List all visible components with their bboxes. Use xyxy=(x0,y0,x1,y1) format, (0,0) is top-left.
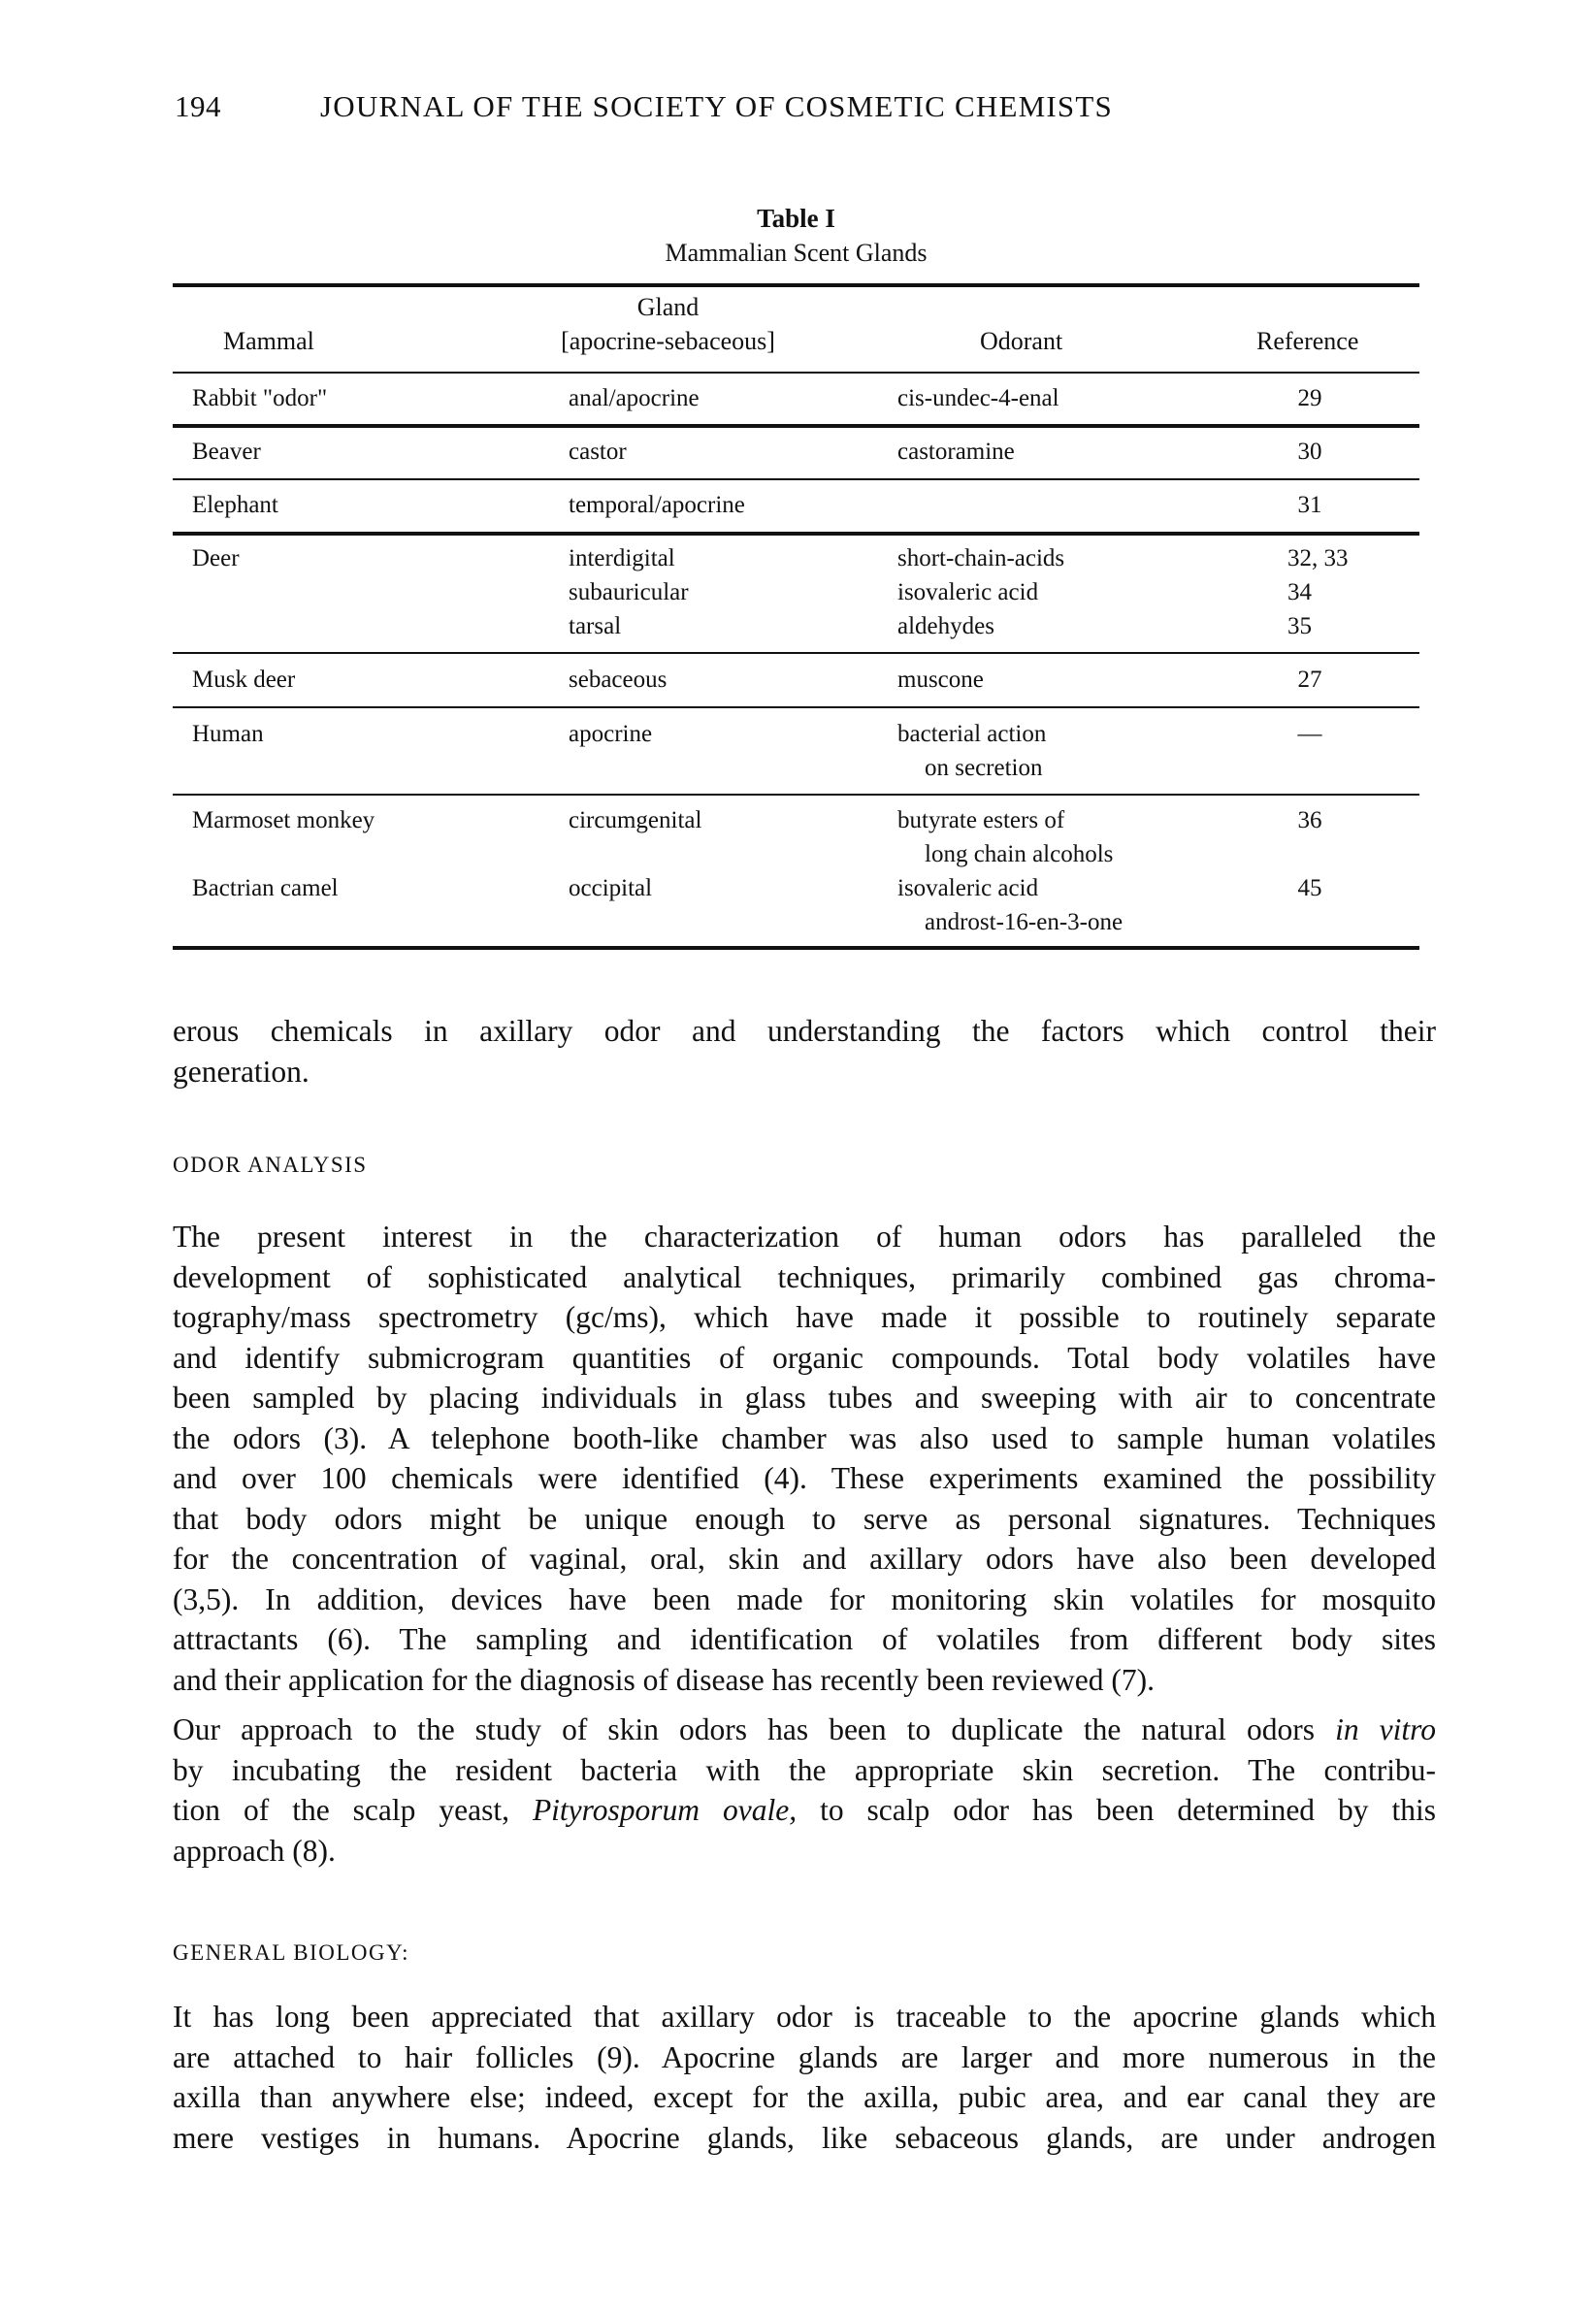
cell-odorant: aldehydes xyxy=(897,613,994,639)
italic-term: in vitro xyxy=(1335,1712,1436,1746)
row-divider xyxy=(173,478,1419,480)
cell-odorant: cis-undec-4-enal xyxy=(897,385,1059,411)
italic-term: Pityrosporum ovale, xyxy=(532,1793,798,1827)
column-header-mammal: Mammal xyxy=(223,327,314,355)
cell-gland: interdigital xyxy=(569,545,675,571)
cell-gland: castor xyxy=(569,439,627,465)
text-line: generation. xyxy=(173,1054,309,1089)
row-divider xyxy=(173,794,1419,796)
cell-reference: 45 xyxy=(1297,875,1322,901)
cell-reference: 32, 33 xyxy=(1287,545,1349,571)
cell-odorant: castoramine xyxy=(897,439,1015,465)
text-line: The present interest in the characterization of human odors has paralleled the xyxy=(173,1220,1436,1254)
paragraph xyxy=(173,1217,1436,1700)
cell-mammal: Marmoset monkey xyxy=(192,807,375,833)
cell-mammal: Deer xyxy=(192,545,240,571)
cell-odorant: butyrate esters of xyxy=(897,807,1065,833)
table-top-rule xyxy=(173,283,1419,287)
row-divider xyxy=(173,424,1419,428)
column-header-reference: Reference xyxy=(1256,327,1359,355)
text-run: Our approach to the study of skin odors has been to duplicate the natural odors xyxy=(173,1712,1336,1746)
text-line: been sampled by placing individuals in glass tubes and sweeping with air to concentrate xyxy=(173,1381,1436,1415)
table-label: Table I xyxy=(757,204,835,233)
paragraph xyxy=(173,1997,1436,2158)
text-line: mere vestiges in humans. Apocrine glands, like sebaceous glands, are under androgen xyxy=(173,2120,1436,2155)
column-header-odorant: Odorant xyxy=(980,327,1063,355)
table-title: Mammalian Scent Glands xyxy=(665,239,928,267)
cell-reference: 34 xyxy=(1287,579,1312,605)
text-line: and identify submicrogram quantities of organic compounds. Total body volatiles have xyxy=(173,1340,1436,1375)
text-line: erous chemicals in axillary odor and understanding the factors which control their xyxy=(173,1014,1436,1048)
cell-reference: 35 xyxy=(1287,613,1312,639)
cell-reference: 31 xyxy=(1297,492,1322,518)
cell-odorant: short-chain-acids xyxy=(897,545,1065,571)
cell-mammal: Musk deer xyxy=(192,667,296,693)
text-run: tion of the scalp yeast, xyxy=(173,1793,533,1827)
text-line: are attached to hair follicles (9). Apocrine glands are larger and more numerous in the xyxy=(173,2039,1436,2074)
cell-odorant: isovaleric acid xyxy=(897,579,1039,605)
text-line: tography/mass spectrometry (gc/ms), which have made it possible to routinely separate xyxy=(173,1300,1436,1334)
text-line: and their application for the diagnosis of disease has recently been reviewed (7). xyxy=(173,1662,1155,1697)
text-line: that body odors might be unique enough to serve as personal signatures. Techniques xyxy=(173,1501,1436,1536)
page-number: 194 xyxy=(175,89,221,123)
cell-odorant-continued: androst-16-en-3-one xyxy=(925,909,1124,935)
text-line xyxy=(173,1790,1436,1831)
table-header-rule xyxy=(173,372,1419,374)
text-run: to scalp odor has been determined by this xyxy=(797,1793,1437,1827)
text-line: the odors (3). A telephone booth-like chamber was also used to sample human volatiles xyxy=(173,1420,1436,1455)
cell-gland: circumgenital xyxy=(569,807,702,833)
cell-gland: tarsal xyxy=(569,613,622,639)
cell-odorant: isovaleric acid xyxy=(897,875,1039,901)
cell-reference: 30 xyxy=(1297,439,1322,465)
cell-odorant: muscone xyxy=(897,667,984,693)
paragraph xyxy=(173,1710,1436,1871)
text-line: It has long been appreciated that axillary odor is traceable to the apocrine glands which xyxy=(173,2000,1436,2034)
column-header-gland-subtitle: [apocrine-sebaceous] xyxy=(561,327,775,355)
cell-mammal: Human xyxy=(192,721,264,747)
cell-mammal: Bactrian camel xyxy=(192,875,339,901)
row-divider xyxy=(173,706,1419,708)
cell-odorant-continued: long chain alcohols xyxy=(925,841,1114,867)
text-line: axilla than anywhere else; indeed, except for the axilla, pubic area, and ear canal they are xyxy=(173,2080,1436,2114)
section-heading-general-biology: GENERAL BIOLOGY: xyxy=(173,1940,409,1965)
cell-reference: 36 xyxy=(1297,807,1322,833)
text-line: (3,5). In addition, devices have been made for monitoring skin volatiles for mosquito xyxy=(173,1581,1436,1616)
cell-odorant: bacterial action xyxy=(897,721,1047,747)
cell-gland: occipital xyxy=(569,875,653,901)
text-line: by incubating the resident bacteria with the appropriate skin secretion. The contribu- xyxy=(173,1752,1436,1787)
cell-gland: anal/apocrine xyxy=(569,385,700,411)
cell-gland: apocrine xyxy=(569,721,653,747)
cell-gland: temporal/apocrine xyxy=(569,492,745,518)
section-heading-odor-analysis: ODOR ANALYSIS xyxy=(173,1153,368,1177)
cell-mammal: Elephant xyxy=(192,492,278,518)
cell-reference: 29 xyxy=(1297,385,1322,411)
text-line: and over 100 chemicals were identified (4). These experiments examined the possibility xyxy=(173,1461,1436,1495)
text-line: for the concentration of vaginal, oral, skin and axillary odors have also been developed xyxy=(173,1542,1436,1576)
cell-gland: subauricular xyxy=(569,579,689,605)
row-divider xyxy=(173,532,1419,536)
continuation-paragraph xyxy=(173,1011,1436,1091)
cell-mammal: Beaver xyxy=(192,439,261,465)
cell-odorant-continued: on secretion xyxy=(925,755,1043,781)
text-line: development of sophisticated analytical techniques, primarily combined gas chroma- xyxy=(173,1259,1436,1294)
running-header xyxy=(175,89,1436,128)
text-line xyxy=(173,1710,1436,1750)
text-line: attractants (6). The sampling and identification of volatiles from different body sites xyxy=(173,1622,1436,1656)
row-divider xyxy=(173,652,1419,654)
cell-reference: — xyxy=(1297,721,1322,747)
column-header-gland: Gland xyxy=(636,293,700,321)
cell-mammal: Rabbit "odor" xyxy=(192,385,328,411)
text-line: approach (8). xyxy=(173,1833,336,1868)
cell-reference: 27 xyxy=(1297,667,1322,693)
journal-title: JOURNAL OF THE SOCIETY OF COSMETIC CHEMISTS xyxy=(320,89,1113,123)
table-bottom-rule xyxy=(173,946,1419,950)
cell-gland: sebaceous xyxy=(569,667,668,693)
